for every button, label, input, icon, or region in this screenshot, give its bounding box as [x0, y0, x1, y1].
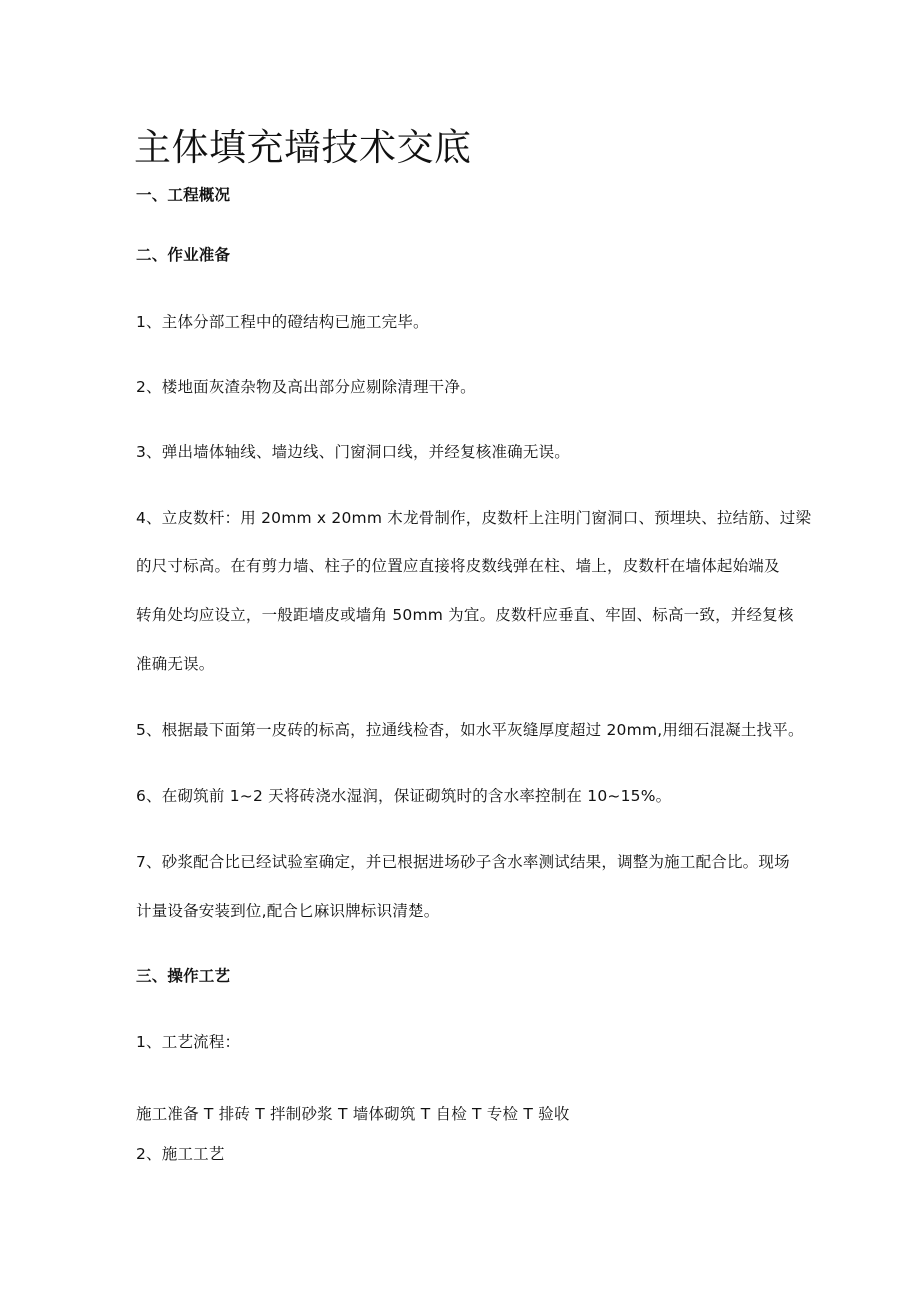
prep-item-4-line-2: 的尺寸标高。在有剪力墙、柱子的位置应直接将皮数线弹在柱、墙上，皮数杆在墙体起始端及 [136, 557, 780, 575]
operation-step-2: 2、施工工艺 [136, 1145, 225, 1163]
prep-item-1: 1、主体分部工程中的磴结构已施工完毕。 [136, 313, 429, 331]
section-heading-preparation: 二、作业准备 [136, 246, 231, 264]
section-heading-overview: 一、工程概况 [136, 186, 231, 204]
prep-item-4-line-4: 准确无误。 [136, 655, 215, 673]
section-heading-operation: 三、操作工艺 [136, 967, 231, 985]
operation-step-1: 1、工艺流程： [136, 1033, 241, 1051]
prep-item-3: 3、弹出墙体轴线、墙边线、门窗洞口线，并经复核准确无误。 [136, 443, 570, 461]
prep-item-7-line-2: 计量设备安装到位,配合匕麻识牌标识清楚。 [136, 902, 440, 920]
prep-item-2: 2、楼地面灰渣杂物及高出部分应剔除清理干净。 [136, 378, 476, 396]
prep-item-4-line-3: 转角处均应设立，一般距墙皮或墙角 50mm 为宜。皮数杆应垂直、牢固、标高一致，并经复核 [136, 606, 794, 624]
process-flow: 施工准备 T 排砖 T 拌制砂浆 T 墙体砌筑 T 自检 T 专检 T 验收 [136, 1105, 570, 1123]
prep-item-5: 5、根据最下面第一皮砖的标高，拉通线检杳，如水平灰缝厚度超过 20mm,用细石混凝土找平。 [136, 721, 804, 739]
document-title: 主体填充墙技术交底 [134, 126, 472, 169]
prep-item-6: 6、在砌筑前 1~2 天将砖浇水湿润，保证砌筑时的含水率控制在 10~15%。 [136, 787, 672, 805]
prep-item-7-line-1: 7、砂浆配合比已经试验室确定，并已根据进场砂子含水率测试结果，调整为施工配合比。现场 [136, 853, 790, 871]
prep-item-4-line-1: 4、立皮数杆：用 20mm x 20mm 木龙骨制作，皮数杆上注明门窗洞口、预埋块、拉结筋、过梁 [136, 509, 812, 527]
